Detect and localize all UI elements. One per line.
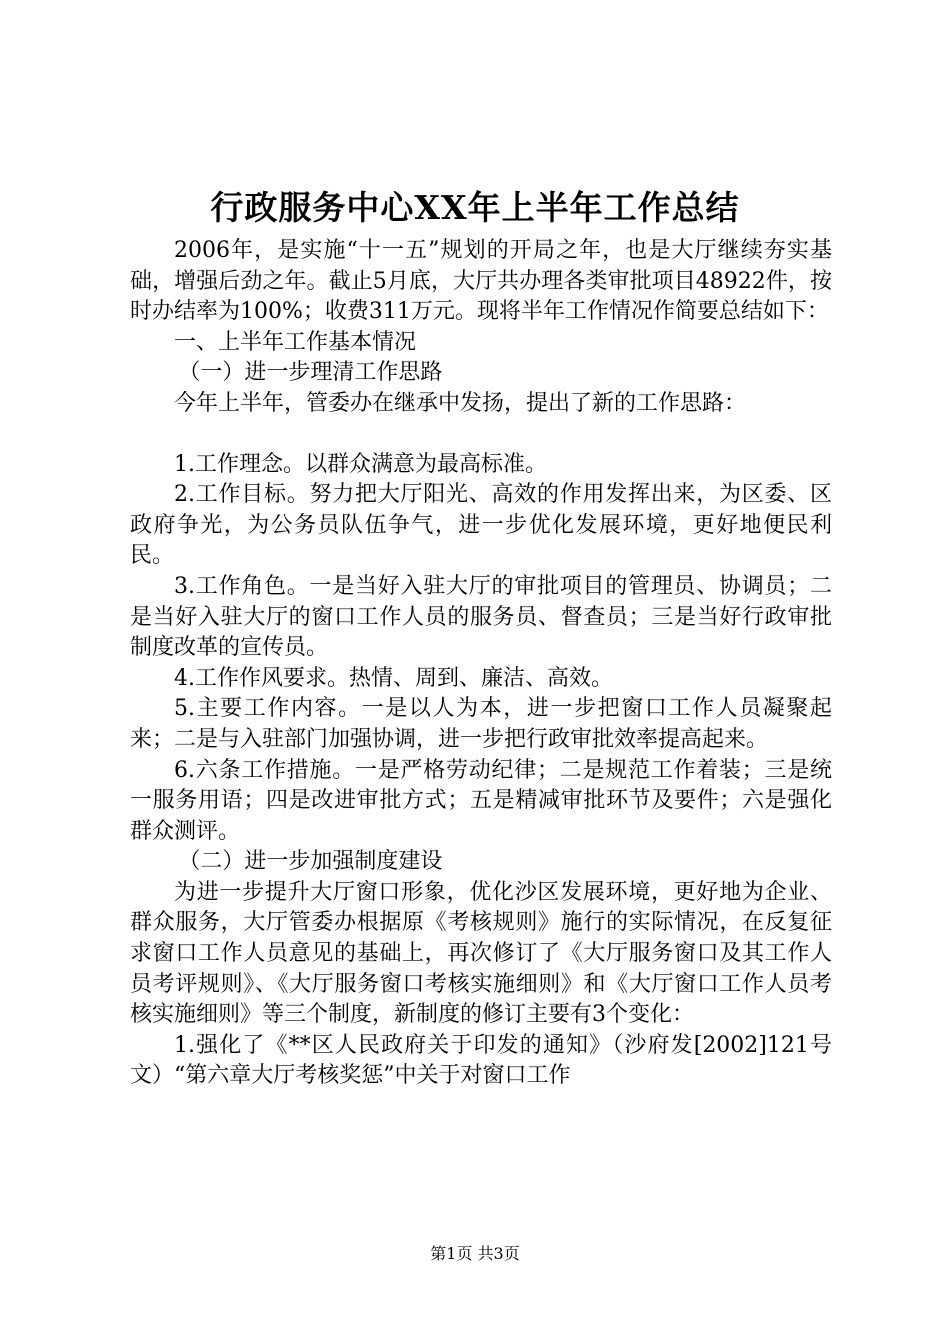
list-item-6: 6.六条工作措施。一是严格劳动纪律；二是规范工作着装；三是统一服务用语；四是改进审批方式；五是精减审批环节及要件；六是强化群众测评。 <box>130 757 832 844</box>
heading-subsection-2: （二）进一步加强制度建设 <box>178 849 443 875</box>
document-title: 行政服务中心XX年上半年工作总结 <box>210 188 740 227</box>
document-body <box>130 236 832 1092</box>
list-item-5: 5.主要工作内容。一是以人为本，进一步把窗口工作人员凝聚起来；二是与入驻部门加强协调，进一步把行政审批效率提高起来。 <box>130 696 832 752</box>
paragraph-system-building: 为进一步提升大厅窗口形象，优化沙区发展环境，更好地为企业、群众服务，大厅管委办根据原《考核规则》施行的实际情况，在反复征求窗口工作人员意见的基础上，再次修订了《大厅服务窗口及其工作人员考评规则》、《大厅服务窗口考核实施细则》和《大厅窗口工作人员考核实施细则》等三个制度，新制度的修订主要有3个变化： <box>130 879 832 1028</box>
heading-subsection-1: （一）进一步理清工作思路 <box>178 360 443 386</box>
list-item-4: 4.工作作风要求。热情、周到、廉洁、高效。 <box>174 665 613 691</box>
list-item-3: 3.工作角色。一是当好入驻大厅的审批项目的管理员、协调员；二是当好入驻大厅的窗口工作人员的服务员、督查员；三是当好行政审批制度改革的宣传员。 <box>130 573 832 661</box>
list-item-1: 1.工作理念。以群众满意为最高标准。 <box>174 451 547 477</box>
heading-section-1: 一、上半年工作基本情况 <box>174 329 417 355</box>
list-item-change-1: 1.强化了《**区人民政府关于印发的通知》（沙府发[2002]121号文）“第六章大厅考核奖惩”中关于对窗口工作 <box>130 1032 832 1089</box>
page-footer: 第1页 共3页 <box>430 1244 520 1263</box>
paragraph-intro: 2006年，是实施“十一五”规划的开局之年，也是大厅继续夯实基础，增强后劲之年。截止5月底，大厅共办理各类审批项目48922件，按时办结率为100%；收费311万元。现将半年工作情况作简要总结如下： <box>130 238 832 325</box>
paragraph-work-ideas: 今年上半年，管委办在继承中发扬，提出了新的工作思路： <box>174 390 747 416</box>
list-item-2: 2.工作目标。努力把大厅阳光、高效的作用发挥出来，为区委、区政府争光，为公务员队伍争气，进一步优化发展环境，更好地便民利民。 <box>130 482 832 569</box>
